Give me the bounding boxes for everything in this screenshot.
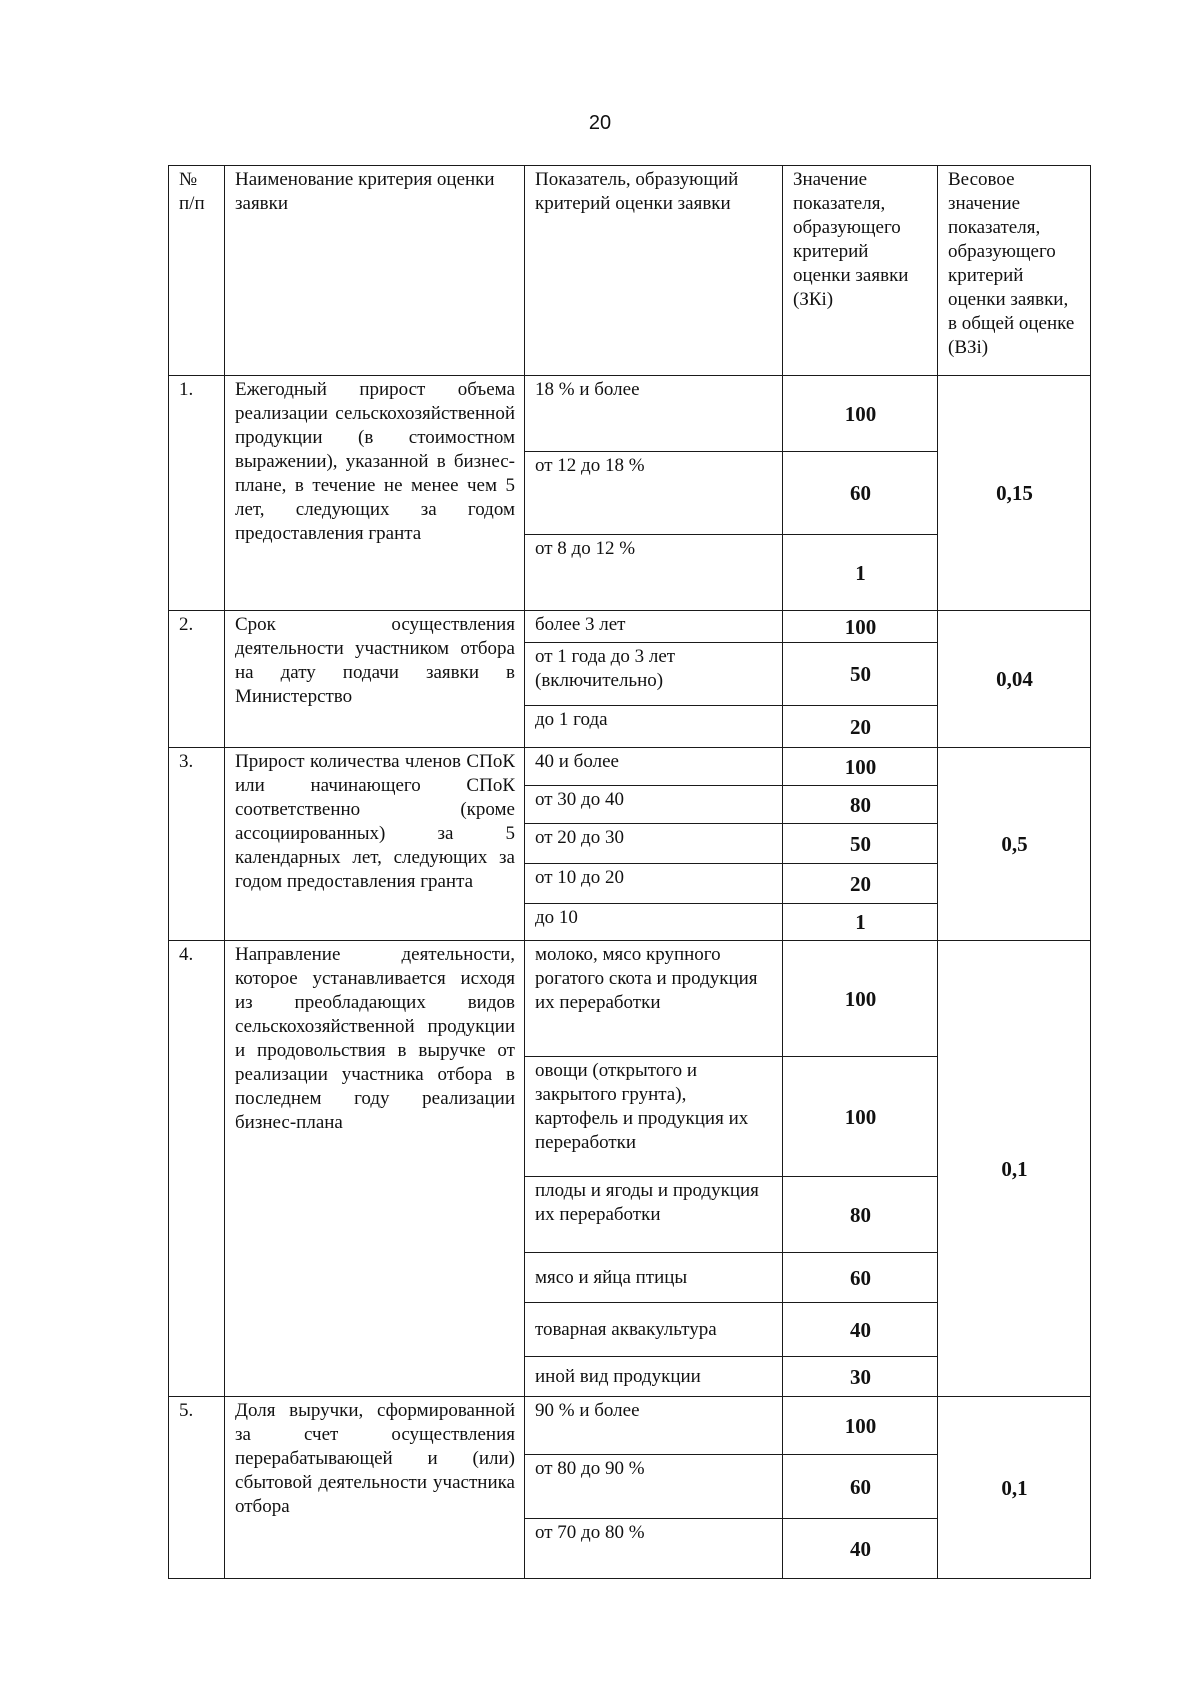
value-cell: 40 — [783, 1519, 938, 1579]
value-cell: 100 — [783, 941, 938, 1057]
header-indicator: Показатель, образующий критерий оценки заявки — [525, 166, 783, 376]
table-row — [169, 611, 1091, 643]
value-cell: 40 — [783, 1303, 938, 1357]
criterion-name: Ежегодный прирост объема реализации сельскохозяйственной продукции (в стоимостном выражении), указанной в бизнес-плане, в течение не менее чем 5 лет, следующих за годом предоставления гранта — [225, 376, 525, 611]
criteria-table — [168, 165, 1091, 1579]
criterion-num: 1. — [169, 376, 225, 611]
criterion-num: 5. — [169, 1397, 225, 1579]
value-cell: 50 — [783, 643, 938, 706]
header-num: № п/п — [169, 166, 225, 376]
indicator-cell: иной вид продукции — [525, 1357, 783, 1397]
indicator-cell: 18 % и более — [525, 376, 783, 452]
table-row — [169, 376, 1091, 452]
criterion-num: 4. — [169, 941, 225, 1397]
weight-cell: 0,1 — [938, 941, 1091, 1397]
indicator-cell: от 8 до 12 % — [525, 535, 783, 611]
value-cell: 100 — [783, 1397, 938, 1455]
indicator-cell: от 10 до 20 — [525, 864, 783, 904]
header-criterion-name: Наименование критерия оценки заявки — [225, 166, 525, 376]
header-weight: Весовое значение показателя, образующего критерий оценки заявки, в общей оценке (ВЗi) — [938, 166, 1091, 376]
indicator-cell: от 80 до 90 % — [525, 1455, 783, 1519]
page-number: 20 — [588, 112, 612, 134]
criterion-name: Направление деятельности, которое устанавливается исходя из преобладающих видов сельскохозяйственной продукции и продовольствия в выручке от реализации участника отбора в последнем году реализации бизнес-плана — [225, 941, 525, 1397]
indicator-cell: овощи (открытого и закрытого грунта), картофель и продукция их переработки — [525, 1057, 783, 1177]
weight-cell: 0,5 — [938, 748, 1091, 941]
indicator-cell: 90 % и более — [525, 1397, 783, 1455]
value-cell: 30 — [783, 1357, 938, 1397]
table-row — [169, 1397, 1091, 1455]
indicator-cell: от 1 года до 3 лет (включительно) — [525, 643, 783, 706]
criterion-num: 3. — [169, 748, 225, 941]
indicator-cell: мясо и яйца птицы — [525, 1253, 783, 1303]
criterion-name: Срок осуществления деятельности участником отбора на дату подачи заявки в Министерство — [225, 611, 525, 748]
value-cell: 100 — [783, 748, 938, 786]
value-cell: 100 — [783, 1057, 938, 1177]
weight-cell: 0,15 — [938, 376, 1091, 611]
value-cell: 80 — [783, 1177, 938, 1253]
indicator-cell: 40 и более — [525, 748, 783, 786]
indicator-cell: плоды и ягоды и продукция их переработки — [525, 1177, 783, 1253]
indicator-cell: от 70 до 80 % — [525, 1519, 783, 1579]
indicator-cell: до 1 года — [525, 706, 783, 748]
weight-cell: 0,04 — [938, 611, 1091, 748]
value-cell: 100 — [783, 376, 938, 452]
criterion-name: Доля выручки, сформированной за счет осуществления перерабатывающей и (или) сбытовой деятельности участника отбора — [225, 1397, 525, 1579]
indicator-cell: от 20 до 30 — [525, 824, 783, 864]
value-cell: 80 — [783, 786, 938, 824]
header-value: Значение показателя, образующего критерий оценки заявки (ЗКi) — [783, 166, 938, 376]
value-cell: 60 — [783, 1455, 938, 1519]
indicator-cell: более 3 лет — [525, 611, 783, 643]
value-cell: 20 — [783, 706, 938, 748]
indicator-cell: товарная аквакультура — [525, 1303, 783, 1357]
header-row — [169, 166, 1091, 376]
criterion-name: Прирост количества членов СПоК или начинающего СПоК соответственно (кроме ассоциированных) за 5 календарных лет, следующих за годом предоставления гранта — [225, 748, 525, 941]
value-cell: 60 — [783, 452, 938, 535]
indicator-cell: от 30 до 40 — [525, 786, 783, 824]
indicator-cell: молоко, мясо крупного рогатого скота и продукция их переработки — [525, 941, 783, 1057]
value-cell: 60 — [783, 1253, 938, 1303]
indicator-cell: от 12 до 18 % — [525, 452, 783, 535]
value-cell: 1 — [783, 904, 938, 941]
table-row — [169, 748, 1091, 786]
indicator-cell: до 10 — [525, 904, 783, 941]
value-cell: 100 — [783, 611, 938, 643]
value-cell: 1 — [783, 535, 938, 611]
weight-cell: 0,1 — [938, 1397, 1091, 1579]
table-row — [169, 941, 1091, 1057]
criterion-num: 2. — [169, 611, 225, 748]
value-cell: 20 — [783, 864, 938, 904]
value-cell: 50 — [783, 824, 938, 864]
